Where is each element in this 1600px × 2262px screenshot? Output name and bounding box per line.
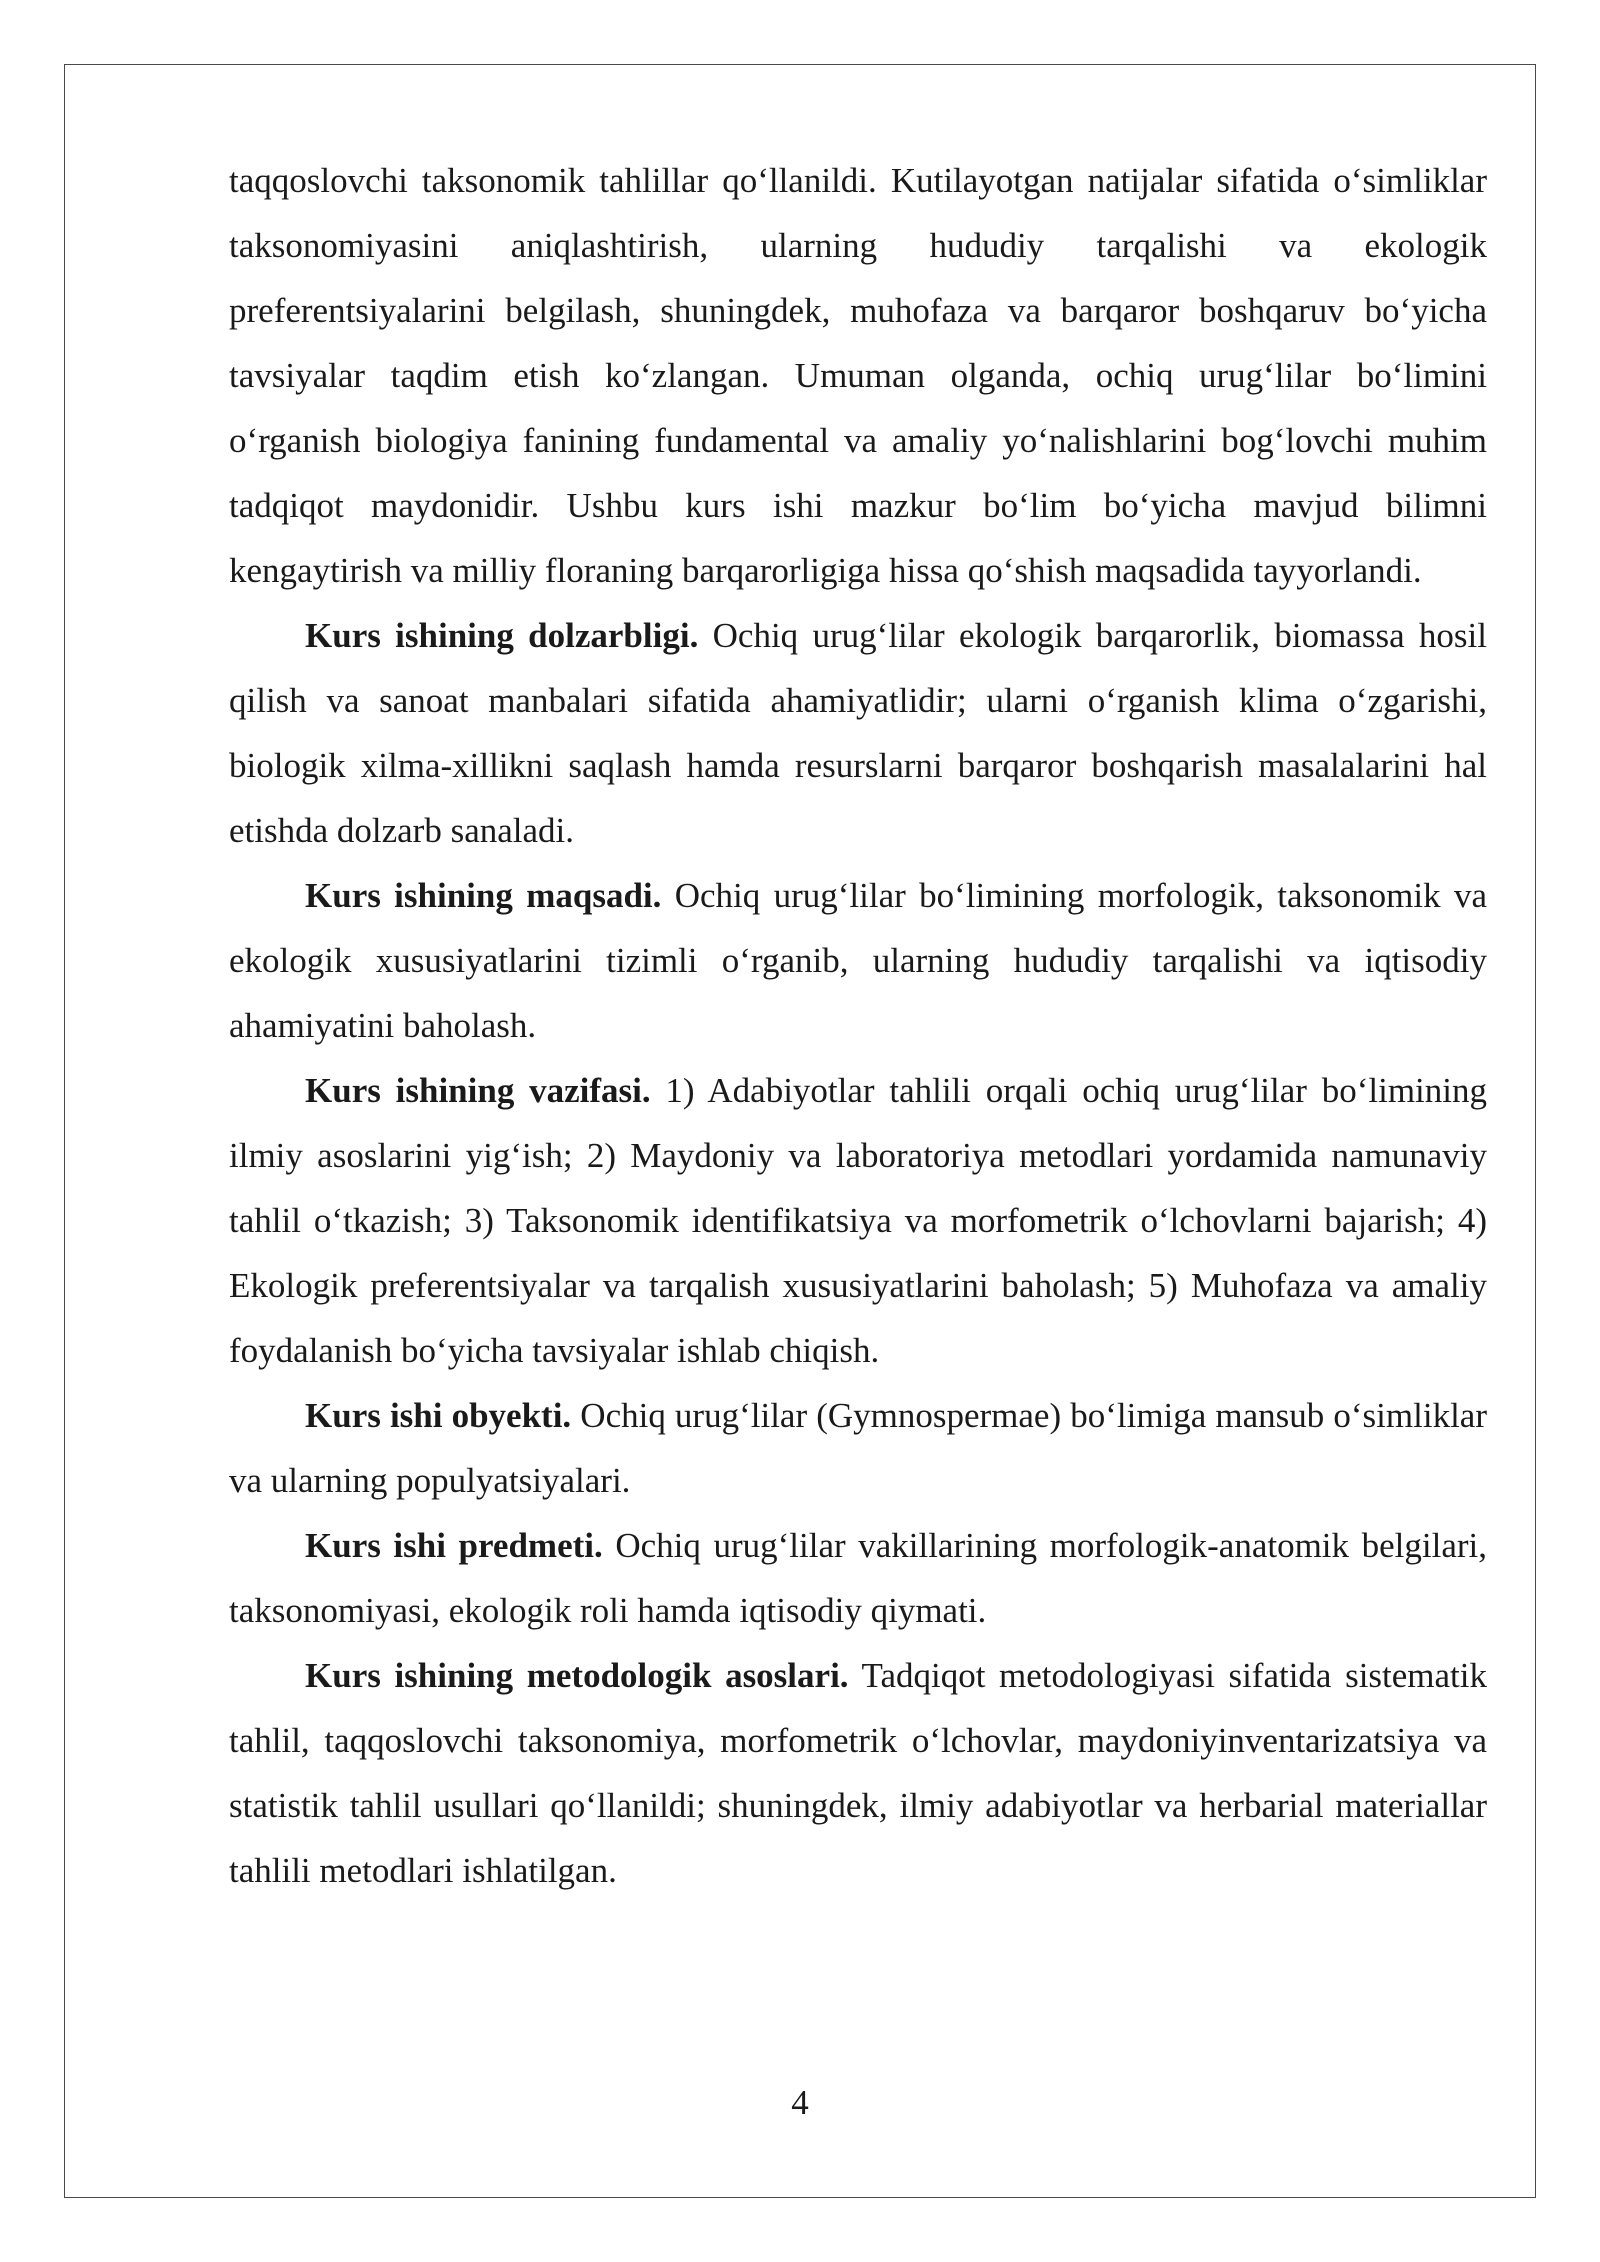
paragraph-text: Ochiq urug‘lilar (Gymnospermae) bo‘limiga mansub o‘simliklar va ularning populyatsiyalari. — [229, 1396, 1487, 1500]
paragraph-heading: Kurs ishi obyekti. — [305, 1396, 572, 1435]
paragraph-text: 1) Adabiyotlar tahlili orqali ochiq urug‘lilar bo‘limining ilmiy asoslarini yig‘ish; 2) Maydoniy va laboratoriya metodlari yordamida namunaviy tahlil o‘tkazish; 3) Taksonomik identifikatsiya va morfometrik o‘lchovlarni bajarish; 4) Ekologik preferentsiyalar va tarqalish xususiyatlarini baholash; 5) Muhofaza va amaliy foydalanish bo‘yicha tavsiyalar ishlab chiqish. — [229, 1071, 1487, 1370]
paragraph-intro-continuation — [229, 148, 1487, 603]
paragraph-heading: Kurs ishi predmeti. — [305, 1526, 603, 1565]
paragraph-heading: Kurs ishining dolzarbligi. — [305, 616, 699, 655]
paragraph-heading: Kurs ishining metodologik asoslari. — [305, 1656, 849, 1695]
paragraph-text: Ochiq urug‘lilar ekologik barqarorlik, biomassa hosil qilish va sanoat manbalari sifatida ahamiyatlidir; ularni o‘rganish klima o‘zgarishi, biologik xilma-xillikni saqlash hamda resurslarni barqaror boshqarish masalalarini hal etishda dolzarb sanaladi. — [229, 616, 1487, 850]
page-number: 4 — [791, 2083, 809, 2122]
document-body — [229, 148, 1487, 1903]
paragraph-text: Tadqiqot metodologiyasi sifatida sistematik tahlil, taqqoslovchi taksonomiya, morfometrik o‘lchovlar, maydoniyinventarizatsiya va statistik tahlil usullari qo‘llanildi; shuningdek, ilmiy adabiyotlar va herbarial materiallar tahlili metodlari ishlatilgan. — [229, 1656, 1488, 1890]
paragraph-methodology — [229, 1643, 1487, 1903]
paragraph-heading: Kurs ishining vazifasi. — [305, 1071, 651, 1110]
paragraph-object — [229, 1383, 1487, 1513]
paragraph-text: Ochiq urug‘lilar vakillarining morfologik-anatomik belgilari, taksonomiyasi, ekologik roli hamda iqtisodiy qiymati. — [229, 1526, 1487, 1630]
paragraph-tasks — [229, 1058, 1487, 1383]
paragraph-relevance — [229, 603, 1487, 863]
paragraph-text: taqqoslovchi taksonomik tahlillar qo‘llanildi. Kutilayotgan natijalar sifatida o‘simliklar taksonomiyasini aniqlashtirish, ularning hududiy tarqalishi va ekologik preferentsiyalarini belgilash, shuningdek, muhofaza va barqaror boshqaruv bo‘yicha tavsiyalar taqdim etish ko‘zlangan. Umuman olganda, ochiq urug‘lilar bo‘limini o‘rganish biologiya fanining fundamental va amaliy yo‘nalishlarini bog‘lovchi muhim tadqiqot maydonidir. Ushbu kurs ishi mazkur bo‘lim bo‘yicha mavjud bilimni kengaytirish va milliy floraning barqarorligiga hissa qo‘shish maqsadida tayyorlandi. — [229, 161, 1487, 590]
paragraph-goal — [229, 863, 1487, 1058]
paragraph-text: Ochiq urug‘lilar bo‘limining morfologik, taksonomik va ekologik xususiyatlarini tizimli o‘rganib, ularning hududiy tarqalishi va iqtisodiy ahamiyatini baholash. — [229, 876, 1487, 1045]
paragraph-subject — [229, 1513, 1487, 1643]
paragraph-heading: Kurs ishining maqsadi. — [305, 876, 662, 915]
